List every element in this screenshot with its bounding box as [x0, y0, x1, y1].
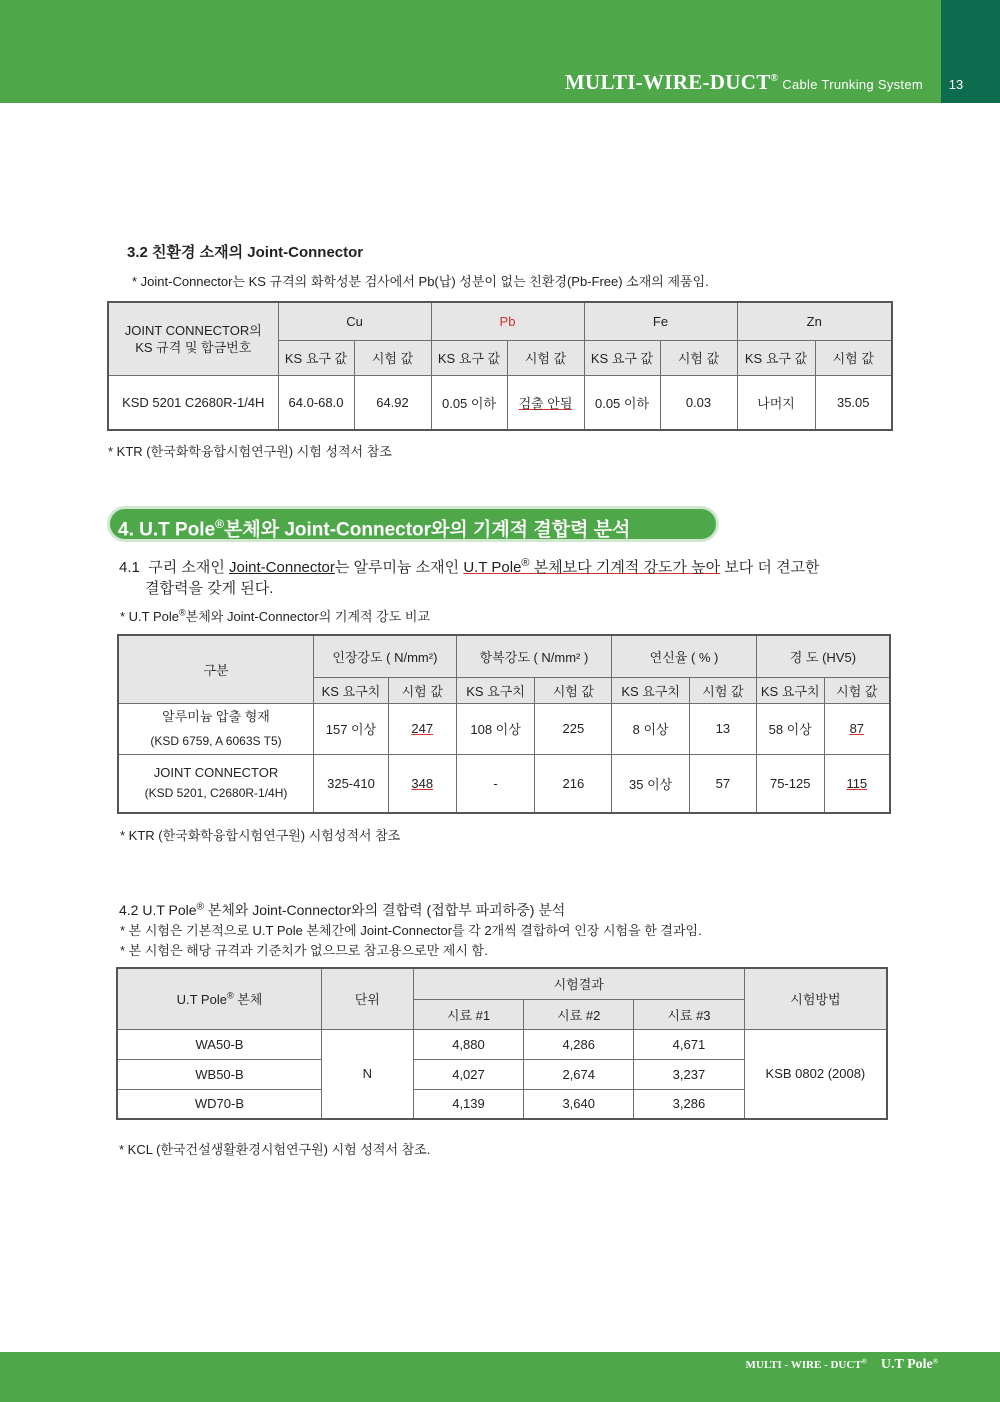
element-header-zn: Zn — [737, 302, 892, 340]
table-cell: - — [456, 754, 535, 813]
table-row — [117, 1029, 887, 1059]
table-cell: 35 이상 — [612, 754, 690, 813]
results-header: 시험결과 — [413, 968, 744, 999]
table-row — [108, 375, 892, 430]
section-3-2-note: * Joint-Connector는 KS 규격의 화학성분 검사에서 Pb(납) 성분이 없는 친환경(Pb-Free) 소재의 제품임. — [132, 274, 709, 289]
model-cell: WA50-B — [117, 1029, 321, 1059]
sub-header-ks: KS 요구치 — [612, 677, 690, 703]
table-cell: 216 — [535, 754, 612, 813]
model-cell: WD70-B — [117, 1089, 321, 1119]
section-4-2-bullet: * 본 시험은 기본적으로 U.T Pole 본체간에 Joint-Connector를 각 2개씩 결합하여 인장 시험을 한 결과임. — [120, 923, 702, 938]
table-cell: 2,674 — [524, 1059, 634, 1089]
sub-header-ks: KS 요구치 — [314, 677, 389, 703]
sub-header-ks: KS 요구 값 — [584, 340, 660, 375]
footer-product: U.T Pole — [880, 1357, 933, 1372]
sub-header-test: 시험 값 — [660, 340, 737, 375]
table-cell: 검출 안됨 — [507, 375, 584, 430]
section-4-1-paragraph: 4.1 구리 소재인 Joint-Connector는 알루미늄 소재인 U.T Pole® 본체보다 기계적 강도가 높아 보다 더 견고한 결합력을 갖게 된다. — [119, 557, 820, 597]
table-cell: 58 이상 — [756, 703, 824, 754]
table-cell: 0.05 이하 — [431, 375, 507, 430]
table-cell: 64.0-68.0 — [278, 375, 354, 430]
section-4-banner: 4. U.T Pole®본체와 Joint-Connector와의 기계적 결합력 분석 — [110, 509, 716, 539]
table-cell: 225 — [535, 703, 612, 754]
table-cell: 87 — [824, 703, 890, 754]
table-cell: 325-410 — [314, 754, 389, 813]
element-header-pb: Pb — [431, 302, 584, 340]
table-cell: 3,237 — [634, 1059, 745, 1089]
table-cell: KSD 5201 C2680R-1/4H — [108, 375, 278, 430]
sample-header: 시료 #2 — [524, 999, 634, 1029]
footer-brand: MULTI - WIRE - DUCT® U.T Pole® — [745, 1357, 938, 1372]
bond-strength-table — [116, 967, 888, 1120]
sub-header-ks: KS 요구 값 — [278, 340, 354, 375]
sub-header-test: 시험 값 — [690, 677, 757, 703]
sub-header-test: 시험 값 — [507, 340, 584, 375]
table-cell: 4,671 — [634, 1029, 745, 1059]
sample-header: 시료 #1 — [413, 999, 524, 1029]
strength-table — [117, 634, 891, 814]
table-cell: 0.05 이하 — [584, 375, 660, 430]
method-header: 시험방법 — [744, 968, 887, 1029]
unit-cell: N — [321, 1029, 413, 1119]
table-cell: 3,286 — [634, 1089, 745, 1119]
header-brand-sub: Cable Trunking System — [782, 77, 923, 92]
sample-header: 시료 #3 — [634, 999, 745, 1029]
table-row — [118, 754, 890, 813]
table-cell: 247 — [388, 703, 456, 754]
table-cell: 4,880 — [413, 1029, 524, 1059]
section-4-2-bullet: * 본 시험은 해당 규격과 기준치가 없으므로 참고용으로만 제시 함. — [120, 943, 488, 958]
group-header-hardness: 경 도 (HV5) — [756, 635, 890, 677]
table-cell: 4,139 — [413, 1089, 524, 1119]
model-header: U.T Pole® 본체 — [117, 968, 321, 1029]
table-cell: 3,640 — [524, 1089, 634, 1119]
composition-row-header: JOINT CONNECTOR의 KS 규격 및 합금번호 — [108, 302, 278, 375]
section-4-2-title: 4.2 U.T Pole® 본체와 Joint-Connector와의 결합력 (접합부 파괴하중) 분석 — [119, 901, 566, 918]
section-4-1-note: * U.T Pole®본체와 Joint-Connector의 기계적 강도 비교 — [120, 607, 431, 624]
sub-header-test: 시험 값 — [824, 677, 890, 703]
unit-header: 단위 — [321, 968, 413, 1029]
header-brand: MULTI-WIRE-DUCT® Cable Trunking System — [564, 70, 923, 94]
section-4-2-source: * KCL (한국건설생활환경시험연구원) 시험 성적서 참조. — [119, 1142, 431, 1157]
table-cell: 64.92 — [354, 375, 431, 430]
table-cell: 4,286 — [524, 1029, 634, 1059]
table-cell: 8 이상 — [612, 703, 690, 754]
group-header-elongation: 연신율 ( % ) — [612, 635, 757, 677]
element-header-fe: Fe — [584, 302, 737, 340]
table-cell: 4,027 — [413, 1059, 524, 1089]
table-cell: 115 — [824, 754, 890, 813]
sub-header-test: 시험 값 — [815, 340, 892, 375]
group-header-yield: 항복강도 ( N/mm² ) — [456, 635, 612, 677]
model-cell: WB50-B — [117, 1059, 321, 1089]
table-cell: 157 이상 — [314, 703, 389, 754]
sub-header-test: 시험 값 — [354, 340, 431, 375]
composition-table — [107, 301, 893, 431]
sub-header-ks: KS 요구 값 — [431, 340, 507, 375]
group-header-tensile: 인장강도 ( N/mm²) — [314, 635, 457, 677]
table-cell: 나머지 — [737, 375, 815, 430]
element-header-cu: Cu — [278, 302, 431, 340]
table-cell: 108 이상 — [456, 703, 535, 754]
sub-header-ks: KS 요구 값 — [737, 340, 815, 375]
sub-header-ks: KS 요구치 — [756, 677, 824, 703]
table-cell: 13 — [690, 703, 757, 754]
strength-corner-header: 구분 — [118, 635, 314, 703]
section-3-2-source: * KTR (한국화학융합시험연구원) 시험 성적서 참조 — [108, 444, 392, 459]
section-3-2-title: 3.2 친환경 소재의 Joint-Connector — [127, 244, 364, 261]
table-cell: 57 — [690, 754, 757, 813]
table-cell: 348 — [388, 754, 456, 813]
sub-header-ks: KS 요구치 — [456, 677, 535, 703]
table-cell: 35.05 — [815, 375, 892, 430]
row-label: JOINT CONNECTOR (KSD 5201, C2680R-1/4H) — [118, 754, 314, 813]
method-cell: KSB 0802 (2008) — [744, 1029, 887, 1119]
page-number: 13 — [948, 77, 964, 92]
table-cell: 75-125 — [756, 754, 824, 813]
row-label: 알루미늄 압출 형재 (KSD 6759, A 6063S T5) — [118, 703, 314, 754]
sub-header-test: 시험 값 — [535, 677, 612, 703]
sub-header-test: 시험 값 — [388, 677, 456, 703]
table-row — [118, 703, 890, 754]
section-4-source: * KTR (한국화학융합시험연구원) 시험성적서 참조 — [120, 828, 401, 843]
table-cell: 0.03 — [660, 375, 737, 430]
